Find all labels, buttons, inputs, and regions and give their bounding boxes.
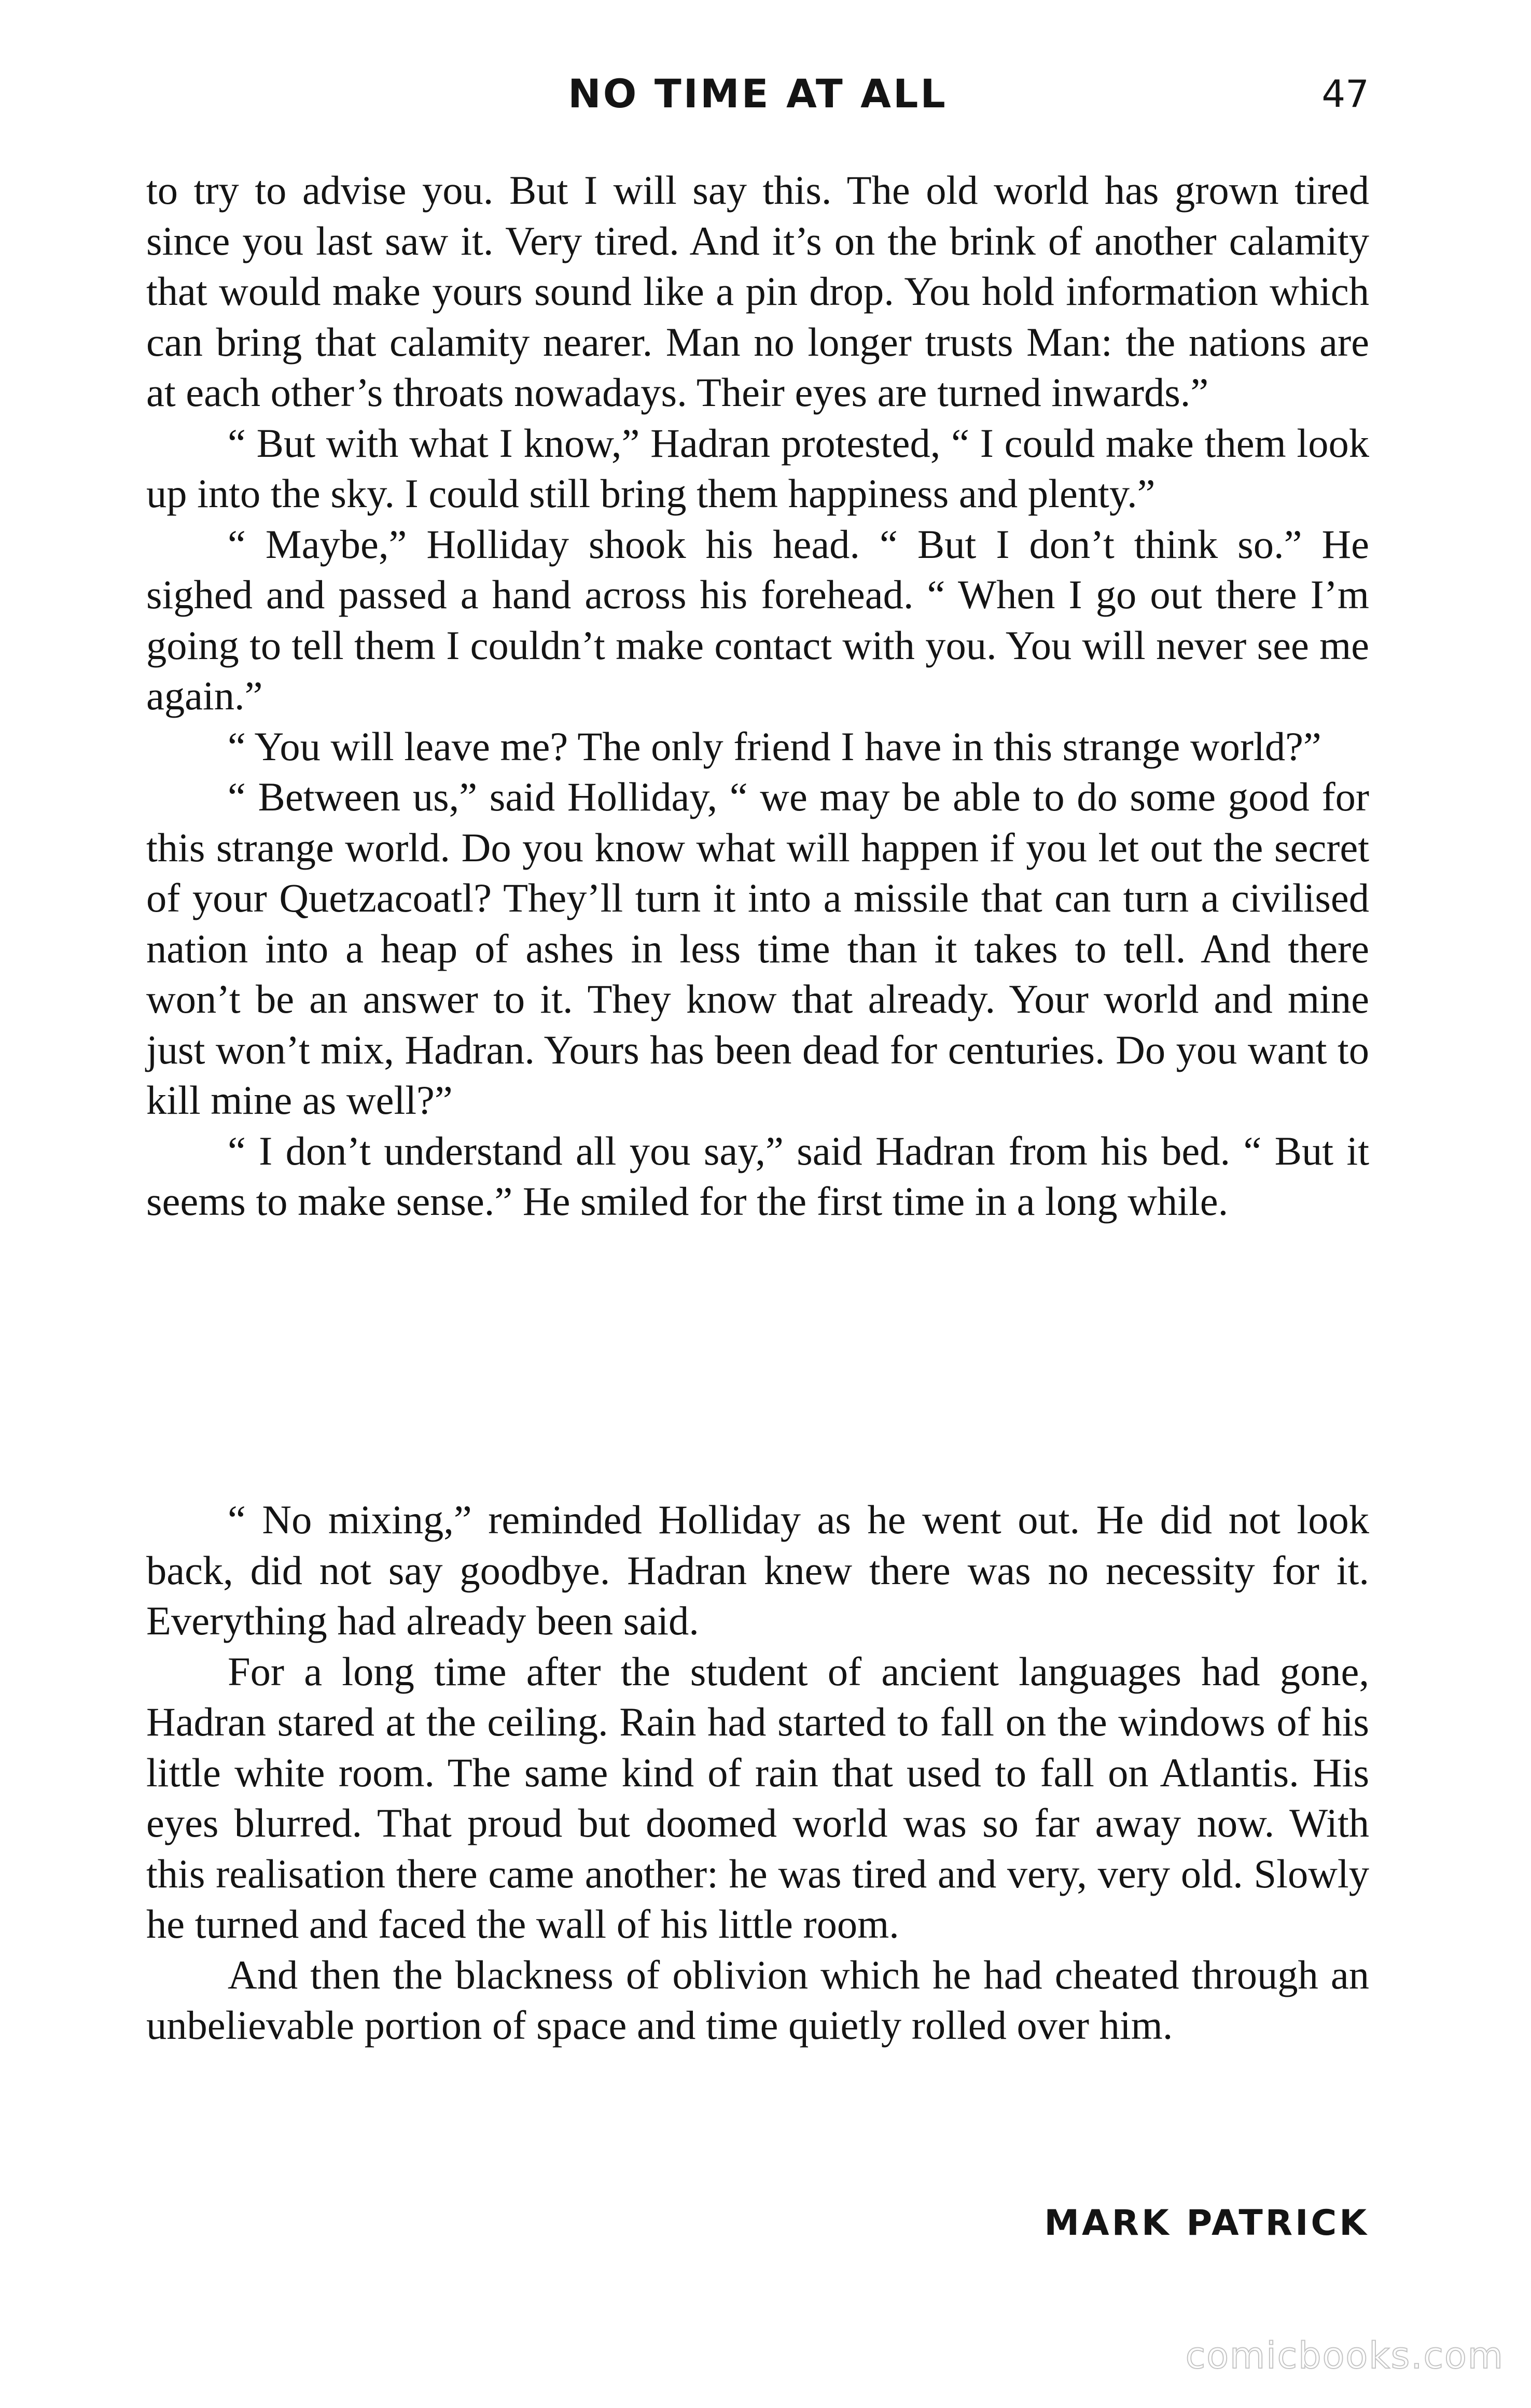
paragraph: “ But with what I know,” Hadran protested, “ I could make them look up into the sky. I could still bring them happiness and plenty.”	[146, 420, 1369, 516]
page-number: 47	[1321, 72, 1369, 116]
paragraph: “ Maybe,” Holliday shook his head. “ But I don’t think so.” He sighed and passed a hand across his forehead. “ When I go out there I’m going to tell them I couldn’t make contact with you. You will never see me again.”	[146, 521, 1369, 718]
running-title: NO TIME AT ALL	[568, 71, 948, 117]
running-head	[146, 65, 1369, 122]
author-byline: MARK PATRICK	[1044, 2203, 1369, 2244]
paragraph: And then the blackness of oblivion which he had cheated through an unbelievable portion of space and time quietly rolled over him.	[146, 1952, 1369, 2048]
story-text-section-2	[146, 1494, 1369, 2051]
paragraph: to try to advise you. But I will say this. The old world has grown tired since you last saw it. Very tired. And it’s on the brink of another calamity that would make yours sound like a pin drop. You hold information which can bring that calamity nearer. Man no longer trusts Man: the nations are at each other’s throats nowadays. Their eyes are turned inwards.”	[146, 167, 1369, 415]
paragraph: For a long time after the student of ancient languages had gone, Hadran stared at the ceiling. Rain had started to fall on the windows of his little white room. The same kind of rain that used to fall on Atlantis. His eyes blurred. That proud but doomed world was so far away now. With this realisation there came another: he was tired and very, very old. Slowly he turned and faced the wall of his little room.	[146, 1648, 1369, 1947]
site-watermark: comicbooks.com	[1185, 2334, 1504, 2377]
paragraph: “ I don’t understand all you say,” said Hadran from his bed. “ But it seems to make sense.” He smiled for the first time in a long while.	[146, 1128, 1369, 1224]
paragraph: “ No mixing,” reminded Holliday as he went out. He did not look back, did not say goodbye. Hadran knew there was no necessity for it. Everything had already been said.	[146, 1497, 1369, 1643]
paragraph: “ Between us,” said Holliday, “ we may be able to do some good for this strange world. Do you know what will happen if you let out the secret of your Quetzacoatl? They’ll turn it into a missile that can turn a civilised nation into a heap of ashes in less time than it takes to tell. And there won’t be an answer to it. They know that already. Your world and mine just won’t mix, Hadran. Yours has been dead for centuries. Do you want to kill mine as well?”	[146, 774, 1369, 1123]
paragraph: “ You will leave me? The only friend I have in this strange world?”	[228, 723, 1321, 769]
story-text-section-1	[146, 165, 1369, 1227]
